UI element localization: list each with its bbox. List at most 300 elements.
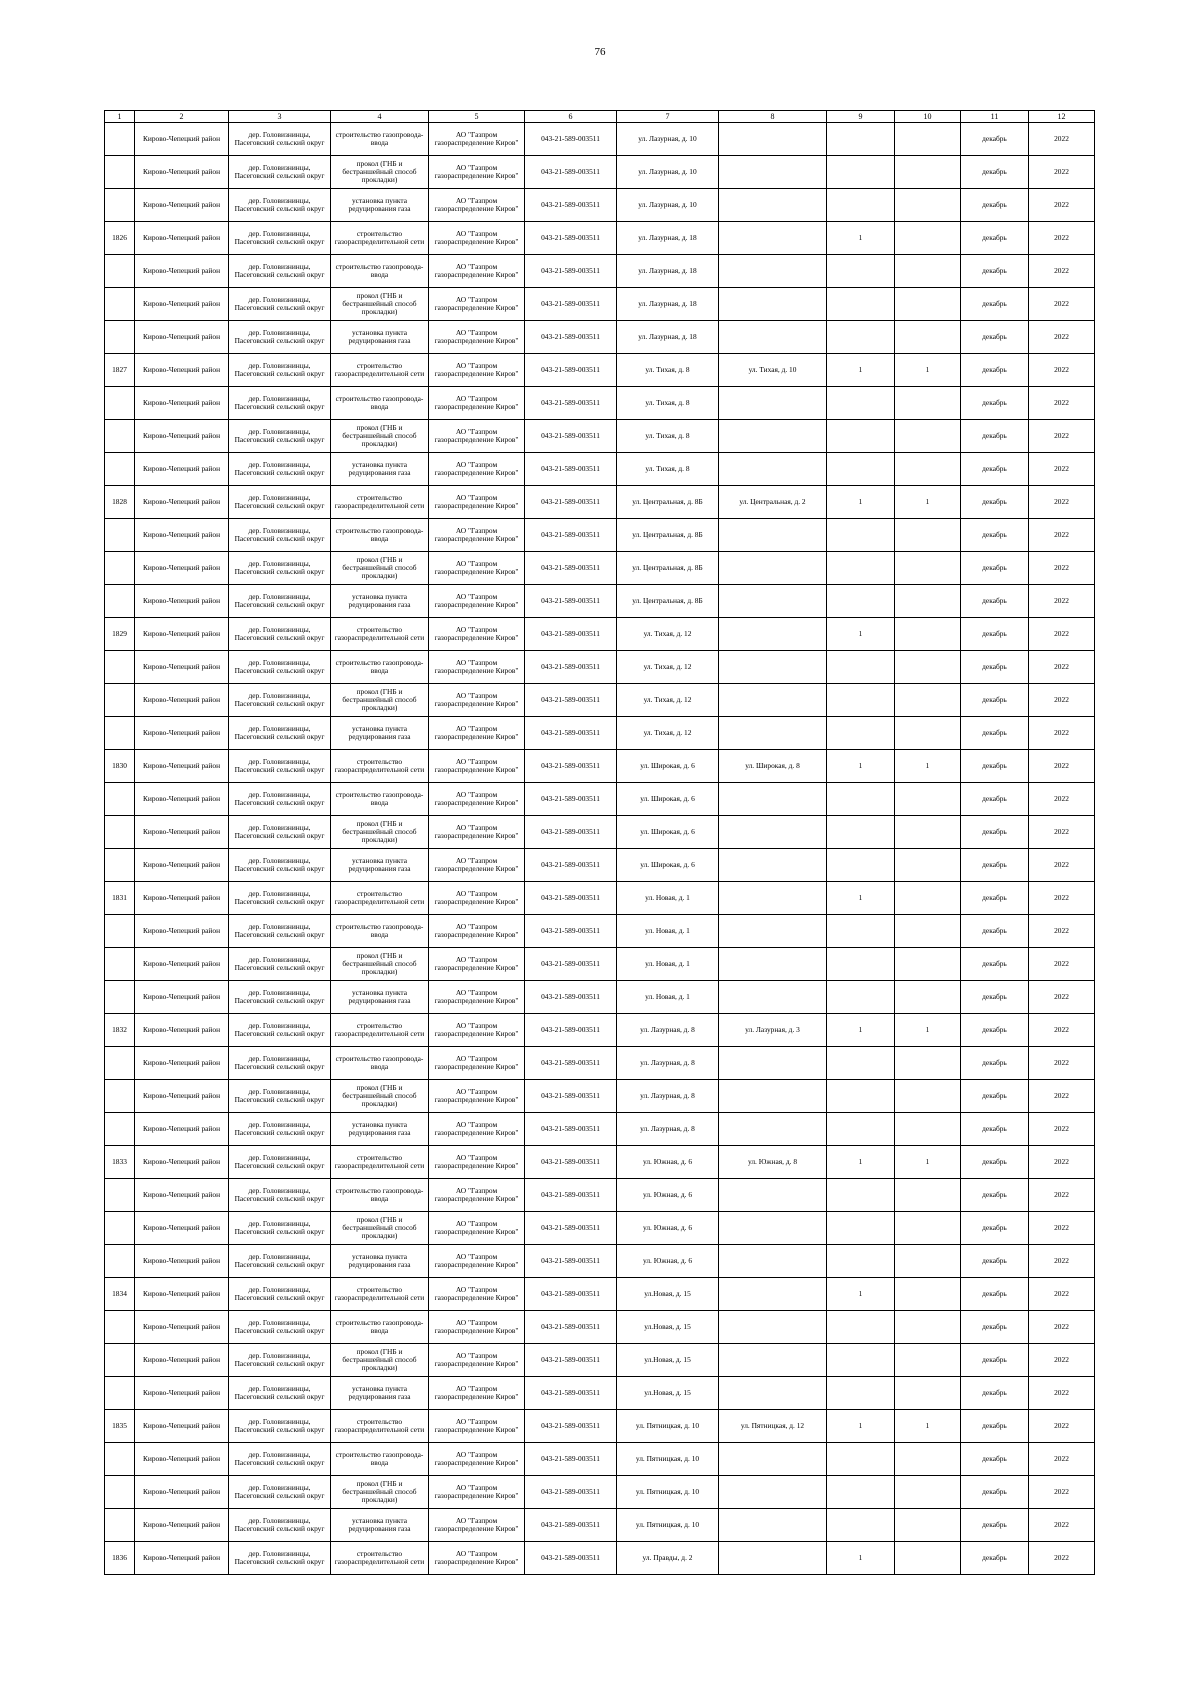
address-cell: ул. Центральная, д. 8Б [617, 519, 719, 552]
table-row [105, 783, 1095, 816]
count-9-cell [827, 948, 895, 981]
year-cell: 2022 [1029, 486, 1095, 519]
work-type-cell: строительство газопровода-ввода [331, 915, 429, 948]
address-cell: ул. Тихая, д. 12 [617, 618, 719, 651]
table-row [105, 651, 1095, 684]
count-9-cell [827, 519, 895, 552]
district-cell: Кирово-Чепецкий район [135, 1014, 229, 1047]
second-address-cell [719, 585, 827, 618]
organization-cell: АО "Газпром газораспределение Киров" [429, 981, 525, 1014]
settlement-cell: дер. Головизнинцы, Пасеговский сельский округ [229, 684, 331, 717]
count-9-cell [827, 552, 895, 585]
organization-cell: АО "Газпром газораспределение Киров" [429, 684, 525, 717]
year-cell: 2022 [1029, 123, 1095, 156]
registry-code-cell: 043-21-589-003511 [525, 453, 617, 486]
registry-code-cell: 043-21-589-003511 [525, 1311, 617, 1344]
table-row [105, 189, 1095, 222]
year-cell: 2022 [1029, 915, 1095, 948]
row-number-cell [105, 288, 135, 321]
work-type-cell: строительство газораспределительной сети [331, 222, 429, 255]
second-address-cell [719, 1245, 827, 1278]
second-address-cell [719, 453, 827, 486]
registry-code-cell: 043-21-589-003511 [525, 1113, 617, 1146]
address-cell: ул. Южная, д. 6 [617, 1179, 719, 1212]
row-number-cell [105, 1212, 135, 1245]
work-type-cell: прокол (ГНБ и бестраншейный способ прокладки) [331, 1344, 429, 1377]
year-cell: 2022 [1029, 354, 1095, 387]
settlement-cell: дер. Головизнинцы, Пасеговский сельский округ [229, 717, 331, 750]
organization-cell: АО "Газпром газораспределение Киров" [429, 849, 525, 882]
table-row [105, 1443, 1095, 1476]
count-10-cell: 1 [895, 1014, 961, 1047]
table-row [105, 255, 1095, 288]
count-9-cell [827, 915, 895, 948]
work-type-cell: строительство газораспределительной сети [331, 1014, 429, 1047]
count-9-cell: 1 [827, 354, 895, 387]
table-row [105, 1212, 1095, 1245]
count-9-cell [827, 717, 895, 750]
month-cell: декабрь [961, 189, 1029, 222]
district-cell: Кирово-Чепецкий район [135, 1047, 229, 1080]
table-row [105, 156, 1095, 189]
work-type-cell: строительство газопровода-ввода [331, 123, 429, 156]
table-row [105, 1509, 1095, 1542]
count-10-cell [895, 453, 961, 486]
year-cell: 2022 [1029, 387, 1095, 420]
work-type-cell: строительство газораспределительной сети [331, 1542, 429, 1575]
row-number-cell [105, 321, 135, 354]
address-cell: ул. Лазурная, д. 10 [617, 189, 719, 222]
work-type-cell: прокол (ГНБ и бестраншейный способ прокладки) [331, 156, 429, 189]
work-type-cell: строительство газопровода-ввода [331, 387, 429, 420]
year-cell: 2022 [1029, 255, 1095, 288]
registry-code-cell: 043-21-589-003511 [525, 1278, 617, 1311]
row-number-cell [105, 123, 135, 156]
work-type-cell: строительство газопровода-ввода [331, 783, 429, 816]
second-address-cell [719, 222, 827, 255]
row-number-cell [105, 1113, 135, 1146]
count-10-cell [895, 618, 961, 651]
second-address-cell [719, 1113, 827, 1146]
month-cell: декабрь [961, 816, 1029, 849]
district-cell: Кирово-Чепецкий район [135, 387, 229, 420]
month-cell: декабрь [961, 486, 1029, 519]
work-type-cell: прокол (ГНБ и бестраншейный способ прокладки) [331, 1212, 429, 1245]
registry-code-cell: 043-21-589-003511 [525, 882, 617, 915]
table-row [105, 552, 1095, 585]
second-address-cell [719, 882, 827, 915]
table-row [105, 1146, 1095, 1179]
settlement-cell: дер. Головизнинцы, Пасеговский сельский округ [229, 981, 331, 1014]
organization-cell: АО "Газпром газораспределение Киров" [429, 1443, 525, 1476]
second-address-cell [719, 849, 827, 882]
settlement-cell: дер. Головизнинцы, Пасеговский сельский округ [229, 552, 331, 585]
row-number-cell: 1827 [105, 354, 135, 387]
work-type-cell: строительство газопровода-ввода [331, 1443, 429, 1476]
organization-cell: АО "Газпром газораспределение Киров" [429, 882, 525, 915]
organization-cell: АО "Газпром газораспределение Киров" [429, 519, 525, 552]
count-9-cell: 1 [827, 1146, 895, 1179]
settlement-cell: дер. Головизнинцы, Пасеговский сельский округ [229, 387, 331, 420]
settlement-cell: дер. Головизнинцы, Пасеговский сельский округ [229, 882, 331, 915]
year-cell: 2022 [1029, 1179, 1095, 1212]
organization-cell: АО "Газпром газораспределение Киров" [429, 1212, 525, 1245]
registry-code-cell: 043-21-589-003511 [525, 288, 617, 321]
registry-code-cell: 043-21-589-003511 [525, 552, 617, 585]
work-type-cell: строительство газораспределительной сети [331, 618, 429, 651]
district-cell: Кирово-Чепецкий район [135, 552, 229, 585]
month-cell: декабрь [961, 618, 1029, 651]
count-9-cell [827, 981, 895, 1014]
second-address-cell [719, 420, 827, 453]
year-cell: 2022 [1029, 321, 1095, 354]
header-cell: 10 [895, 111, 961, 123]
settlement-cell: дер. Головизнинцы, Пасеговский сельский округ [229, 321, 331, 354]
month-cell: декабрь [961, 1278, 1029, 1311]
settlement-cell: дер. Головизнинцы, Пасеговский сельский округ [229, 486, 331, 519]
count-10-cell [895, 816, 961, 849]
second-address-cell [719, 1509, 827, 1542]
count-10-cell: 1 [895, 354, 961, 387]
organization-cell: АО "Газпром газораспределение Киров" [429, 1410, 525, 1443]
address-cell: ул. Пятницкая, д. 10 [617, 1476, 719, 1509]
month-cell: декабрь [961, 684, 1029, 717]
second-address-cell [719, 915, 827, 948]
table-row [105, 1014, 1095, 1047]
second-address-cell [719, 783, 827, 816]
row-number-cell [105, 816, 135, 849]
count-10-cell [895, 552, 961, 585]
address-cell: ул. Новая, д. 1 [617, 948, 719, 981]
year-cell: 2022 [1029, 1344, 1095, 1377]
count-9-cell [827, 123, 895, 156]
header-cell: 3 [229, 111, 331, 123]
month-cell: декабрь [961, 1245, 1029, 1278]
month-cell: декабрь [961, 1410, 1029, 1443]
district-cell: Кирово-Чепецкий район [135, 354, 229, 387]
table-row [105, 222, 1095, 255]
count-10-cell [895, 1344, 961, 1377]
month-cell: декабрь [961, 849, 1029, 882]
organization-cell: АО "Газпром газораспределение Киров" [429, 156, 525, 189]
work-type-cell: прокол (ГНБ и бестраншейный способ прокладки) [331, 1080, 429, 1113]
year-cell: 2022 [1029, 1509, 1095, 1542]
year-cell: 2022 [1029, 1212, 1095, 1245]
organization-cell: АО "Газпром газораспределение Киров" [429, 948, 525, 981]
address-cell: ул. Тихая, д. 8 [617, 453, 719, 486]
count-9-cell: 1 [827, 1410, 895, 1443]
district-cell: Кирово-Чепецкий район [135, 585, 229, 618]
count-10-cell [895, 783, 961, 816]
count-10-cell [895, 288, 961, 321]
settlement-cell: дер. Головизнинцы, Пасеговский сельский округ [229, 915, 331, 948]
settlement-cell: дер. Головизнинцы, Пасеговский сельский округ [229, 1311, 331, 1344]
row-number-cell [105, 156, 135, 189]
row-number-cell [105, 915, 135, 948]
settlement-cell: дер. Головизнинцы, Пасеговский сельский округ [229, 651, 331, 684]
district-cell: Кирово-Чепецкий район [135, 1212, 229, 1245]
year-cell: 2022 [1029, 783, 1095, 816]
registry-code-cell: 043-21-589-003511 [525, 948, 617, 981]
registry-code-cell: 043-21-589-003511 [525, 189, 617, 222]
registry-code-cell: 043-21-589-003511 [525, 1245, 617, 1278]
count-9-cell [827, 1245, 895, 1278]
header-cell: 7 [617, 111, 719, 123]
count-10-cell [895, 585, 961, 618]
count-9-cell [827, 585, 895, 618]
year-cell: 2022 [1029, 717, 1095, 750]
month-cell: декабрь [961, 1179, 1029, 1212]
row-number-cell [105, 1080, 135, 1113]
district-cell: Кирово-Чепецкий район [135, 981, 229, 1014]
row-number-cell: 1832 [105, 1014, 135, 1047]
registry-code-cell: 043-21-589-003511 [525, 486, 617, 519]
address-cell: ул. Лазурная, д. 8 [617, 1014, 719, 1047]
row-number-cell [105, 1047, 135, 1080]
table-row [105, 981, 1095, 1014]
month-cell: декабрь [961, 288, 1029, 321]
count-10-cell [895, 123, 961, 156]
district-cell: Кирово-Чепецкий район [135, 915, 229, 948]
year-cell: 2022 [1029, 288, 1095, 321]
organization-cell: АО "Газпром газораспределение Киров" [429, 915, 525, 948]
organization-cell: АО "Газпром газораспределение Киров" [429, 1476, 525, 1509]
count-10-cell [895, 189, 961, 222]
month-cell: декабрь [961, 1476, 1029, 1509]
second-address-cell [719, 981, 827, 1014]
count-10-cell [895, 420, 961, 453]
address-cell: ул. Южная, д. 6 [617, 1146, 719, 1179]
row-number-cell [105, 948, 135, 981]
second-address-cell [719, 288, 827, 321]
row-number-cell [105, 1245, 135, 1278]
year-cell: 2022 [1029, 420, 1095, 453]
district-cell: Кирово-Чепецкий район [135, 288, 229, 321]
district-cell: Кирово-Чепецкий район [135, 1113, 229, 1146]
month-cell: декабрь [961, 1014, 1029, 1047]
count-10-cell [895, 1245, 961, 1278]
row-number-cell [105, 684, 135, 717]
organization-cell: АО "Газпром газораспределение Киров" [429, 1080, 525, 1113]
second-address-cell [719, 156, 827, 189]
organization-cell: АО "Газпром газораспределение Киров" [429, 486, 525, 519]
organization-cell: АО "Газпром газораспределение Киров" [429, 1146, 525, 1179]
count-10-cell [895, 948, 961, 981]
month-cell: декабрь [961, 717, 1029, 750]
year-cell: 2022 [1029, 882, 1095, 915]
registry-code-cell: 043-21-589-003511 [525, 255, 617, 288]
count-9-cell [827, 1080, 895, 1113]
month-cell: декабрь [961, 519, 1029, 552]
settlement-cell: дер. Головизнинцы, Пасеговский сельский округ [229, 1212, 331, 1245]
year-cell: 2022 [1029, 948, 1095, 981]
work-type-cell: строительство газораспределительной сети [331, 486, 429, 519]
district-cell: Кирово-Чепецкий район [135, 783, 229, 816]
table-row [105, 684, 1095, 717]
address-cell: ул.Новая, д. 15 [617, 1377, 719, 1410]
year-cell: 2022 [1029, 684, 1095, 717]
settlement-cell: дер. Головизнинцы, Пасеговский сельский округ [229, 1014, 331, 1047]
count-10-cell [895, 849, 961, 882]
count-10-cell [895, 1311, 961, 1344]
count-10-cell [895, 387, 961, 420]
table-row [105, 585, 1095, 618]
month-cell: декабрь [961, 1311, 1029, 1344]
district-cell: Кирово-Чепецкий район [135, 882, 229, 915]
address-cell: ул. Центральная, д. 8Б [617, 552, 719, 585]
settlement-cell: дер. Головизнинцы, Пасеговский сельский округ [229, 1113, 331, 1146]
year-cell: 2022 [1029, 1542, 1095, 1575]
work-type-cell: установка пункта редуцирования газа [331, 981, 429, 1014]
second-address-cell [719, 1278, 827, 1311]
registry-code-cell: 043-21-589-003511 [525, 420, 617, 453]
address-cell: ул. Новая, д. 1 [617, 981, 719, 1014]
district-cell: Кирово-Чепецкий район [135, 1377, 229, 1410]
table-row [105, 453, 1095, 486]
district-cell: Кирово-Чепецкий район [135, 750, 229, 783]
table-row [105, 882, 1095, 915]
table-row [105, 1047, 1095, 1080]
registry-code-cell: 043-21-589-003511 [525, 915, 617, 948]
year-cell: 2022 [1029, 816, 1095, 849]
work-type-cell: строительство газопровода-ввода [331, 651, 429, 684]
district-cell: Кирово-Чепецкий район [135, 1410, 229, 1443]
month-cell: декабрь [961, 156, 1029, 189]
row-number-cell [105, 519, 135, 552]
organization-cell: АО "Газпром газораспределение Киров" [429, 552, 525, 585]
registry-code-cell: 043-21-589-003511 [525, 1509, 617, 1542]
organization-cell: АО "Газпром газораспределение Киров" [429, 354, 525, 387]
organization-cell: АО "Газпром газораспределение Киров" [429, 321, 525, 354]
work-type-cell: прокол (ГНБ и бестраншейный способ прокладки) [331, 1476, 429, 1509]
count-10-cell [895, 1047, 961, 1080]
address-cell: ул. Лазурная, д. 10 [617, 156, 719, 189]
district-cell: Кирово-Чепецкий район [135, 618, 229, 651]
count-10-cell [895, 1179, 961, 1212]
organization-cell: АО "Газпром газораспределение Киров" [429, 651, 525, 684]
organization-cell: АО "Газпром газораспределение Киров" [429, 750, 525, 783]
table-row [105, 321, 1095, 354]
work-type-cell: строительство газопровода-ввода [331, 519, 429, 552]
settlement-cell: дер. Головизнинцы, Пасеговский сельский округ [229, 1047, 331, 1080]
table-row [105, 1311, 1095, 1344]
district-cell: Кирово-Чепецкий район [135, 717, 229, 750]
settlement-cell: дер. Головизнинцы, Пасеговский сельский округ [229, 453, 331, 486]
work-type-cell: строительство газораспределительной сети [331, 1278, 429, 1311]
year-cell: 2022 [1029, 618, 1095, 651]
month-cell: декабрь [961, 1113, 1029, 1146]
table-row [105, 1410, 1095, 1443]
table-body [105, 111, 1095, 1575]
settlement-cell: дер. Головизнинцы, Пасеговский сельский округ [229, 849, 331, 882]
table-row [105, 288, 1095, 321]
work-type-cell: установка пункта редуцирования газа [331, 717, 429, 750]
month-cell: декабрь [961, 1542, 1029, 1575]
table-row [105, 1080, 1095, 1113]
row-number-cell: 1835 [105, 1410, 135, 1443]
registry-code-cell: 043-21-589-003511 [525, 717, 617, 750]
row-number-cell: 1826 [105, 222, 135, 255]
count-9-cell: 1 [827, 618, 895, 651]
settlement-cell: дер. Головизнинцы, Пасеговский сельский округ [229, 354, 331, 387]
settlement-cell: дер. Головизнинцы, Пасеговский сельский округ [229, 1443, 331, 1476]
work-type-cell: строительство газопровода-ввода [331, 1311, 429, 1344]
registry-code-cell: 043-21-589-003511 [525, 849, 617, 882]
address-cell: ул. Тихая, д. 8 [617, 387, 719, 420]
district-cell: Кирово-Чепецкий район [135, 1080, 229, 1113]
registry-code-cell: 043-21-589-003511 [525, 1410, 617, 1443]
month-cell: декабрь [961, 1443, 1029, 1476]
table-row [105, 717, 1095, 750]
district-cell: Кирово-Чепецкий район [135, 1509, 229, 1542]
row-number-cell: 1833 [105, 1146, 135, 1179]
second-address-cell [719, 1212, 827, 1245]
settlement-cell: дер. Головизнинцы, Пасеговский сельский округ [229, 1245, 331, 1278]
count-9-cell [827, 1443, 895, 1476]
count-10-cell [895, 651, 961, 684]
registry-code-cell: 043-21-589-003511 [525, 1443, 617, 1476]
second-address-cell [719, 189, 827, 222]
year-cell: 2022 [1029, 750, 1095, 783]
address-cell: ул. Тихая, д. 8 [617, 420, 719, 453]
header-cell: 4 [331, 111, 429, 123]
table-row [105, 486, 1095, 519]
count-9-cell: 1 [827, 882, 895, 915]
count-9-cell [827, 1212, 895, 1245]
registry-code-cell: 043-21-589-003511 [525, 1476, 617, 1509]
registry-code-cell: 043-21-589-003511 [525, 354, 617, 387]
work-type-cell: установка пункта редуцирования газа [331, 321, 429, 354]
organization-cell: АО "Газпром газораспределение Киров" [429, 255, 525, 288]
settlement-cell: дер. Головизнинцы, Пасеговский сельский округ [229, 1179, 331, 1212]
count-9-cell: 1 [827, 486, 895, 519]
count-10-cell [895, 1542, 961, 1575]
work-type-cell: установка пункта редуцирования газа [331, 453, 429, 486]
work-type-cell: строительство газораспределительной сети [331, 750, 429, 783]
settlement-cell: дер. Головизнинцы, Пасеговский сельский округ [229, 222, 331, 255]
organization-cell: АО "Газпром газораспределение Киров" [429, 453, 525, 486]
work-type-cell: строительство газопровода-ввода [331, 255, 429, 288]
organization-cell: АО "Газпром газораспределение Киров" [429, 387, 525, 420]
year-cell: 2022 [1029, 1014, 1095, 1047]
count-9-cell: 1 [827, 1542, 895, 1575]
second-address-cell [719, 717, 827, 750]
organization-cell: АО "Газпром газораспределение Киров" [429, 1344, 525, 1377]
row-number-cell: 1830 [105, 750, 135, 783]
settlement-cell: дер. Головизнинцы, Пасеговский сельский округ [229, 816, 331, 849]
second-address-cell [719, 1377, 827, 1410]
registry-code-cell: 043-21-589-003511 [525, 684, 617, 717]
address-cell: ул. Лазурная, д. 18 [617, 222, 719, 255]
address-cell: ул. Широкая, д. 6 [617, 849, 719, 882]
table-row [105, 618, 1095, 651]
table-row [105, 816, 1095, 849]
table-row [105, 123, 1095, 156]
header-cell: 6 [525, 111, 617, 123]
second-address-cell [719, 948, 827, 981]
organization-cell: АО "Газпром газораспределение Киров" [429, 123, 525, 156]
year-cell: 2022 [1029, 1146, 1095, 1179]
organization-cell: АО "Газпром газораспределение Киров" [429, 783, 525, 816]
second-address-cell [719, 387, 827, 420]
work-type-cell: строительство газопровода-ввода [331, 1047, 429, 1080]
page-number: 76 [594, 46, 606, 58]
second-address-cell [719, 1311, 827, 1344]
district-cell: Кирово-Чепецкий район [135, 519, 229, 552]
table-row [105, 354, 1095, 387]
registry-code-cell: 043-21-589-003511 [525, 1014, 617, 1047]
row-number-cell [105, 420, 135, 453]
